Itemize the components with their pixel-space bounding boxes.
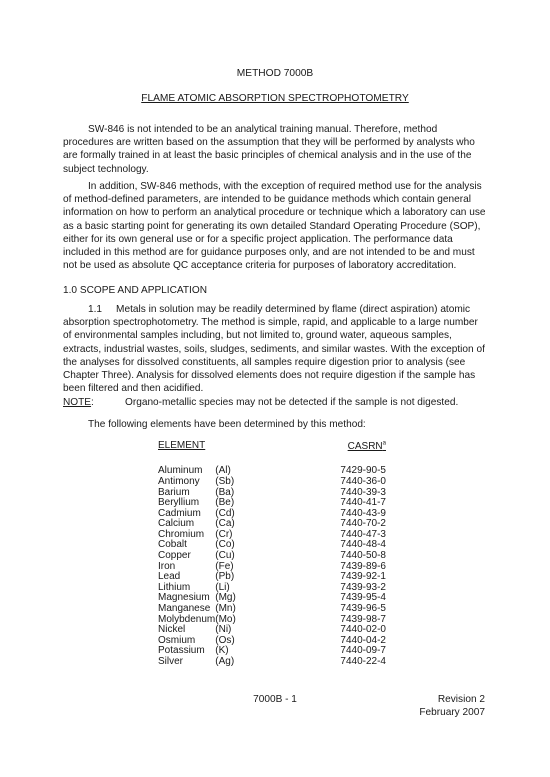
element-symbol: (Fe) (215, 560, 234, 572)
element-symbol: (Li) (215, 581, 230, 593)
element-name: Iron (158, 560, 176, 572)
element-symbol: (Ag) (215, 656, 235, 668)
elements-lead-in: The following elements have been determined by this method: (88, 419, 366, 430)
section-number: 1.1 (88, 304, 103, 315)
element-casrn: 7439-89-6 (340, 560, 386, 572)
element-casrn: 7440-48-4 (340, 539, 386, 551)
element-casrn: 7440-50-8 (340, 550, 386, 562)
intro-paragraph-1: SW-846 is not intended to be an analytical training manual. Therefore, method procedures are written based on the assumption that they will be performed by analysts who are formally trained in at least the basic principles of chemical analysis and in the use of the subject technology. (63, 124, 475, 175)
element-symbol: (Be) (215, 497, 235, 509)
element-symbol: (Mn) (215, 603, 236, 615)
element-name: Silver (158, 656, 184, 668)
element-name: Beryllium (158, 497, 200, 509)
element-symbol: (Ba) (215, 486, 235, 498)
section-1-1-paragraph (63, 303, 487, 395)
element-symbol: (Pb) (215, 571, 235, 583)
element-name: Lead (158, 571, 181, 583)
element-name: Lithium (158, 581, 191, 593)
element-name: Molybdenum (158, 613, 216, 625)
header-casrn: CASRN$^a$ (347, 441, 386, 453)
section-body: Metals in solution may be readily determined by flame (direct aspiration) atomic absorption spectrophotometry. The method is simple, rapid, and applicable to a large number of environmental samples including, but not limited to, ground water, aqueous samples, extracts, industrial wastes, soils, sludges, sediments, and similar wastes. With the exception of the analyses for dissolved constituents, all samples require digestion prior to analysis (see Chapter Three). Analysis for dissolved elements does not require digestion if the sample has been filtered and then acidified. (63, 304, 485, 395)
note-line: NOTE: Organo-metallic species may not be detected if the sample is not digested. (63, 397, 459, 408)
table-row (158, 477, 386, 488)
element-casrn: 7439-93-2 (340, 581, 386, 593)
element-casrn: 7440-09-7 (340, 645, 386, 657)
element-name: Osmium (158, 634, 196, 646)
element-symbol: (K) (215, 645, 229, 657)
element-casrn: 7440-70-2 (340, 518, 386, 530)
element-casrn: 7439-96-5 (340, 603, 386, 615)
element-symbol: (Os) (215, 634, 235, 646)
elements-table-body (158, 466, 386, 667)
note-text: Organo-metallic species may not be detected if the sample is not digested. (125, 397, 459, 408)
element-casrn: 7440-04-2 (340, 634, 386, 646)
table-row (158, 657, 386, 668)
element-symbol: (Cu) (215, 550, 235, 562)
element-casrn: 7439-92-1 (340, 571, 386, 583)
element-casrn: 7440-39-3 (340, 486, 386, 498)
element-casrn: 7440-47-3 (340, 528, 386, 540)
element-name: Manganese (158, 603, 211, 615)
intro-paragraph-2: In addition, SW-846 methods, with the exception of required method use for the analysis of method-defined parameters, are intended to be guidance methods which contain general information on how to perform an analytical procedure or technique which a laboratory can use as a basic starting point for generating its own detailed Standard Operating Procedure (SOP), either for its own general use or for a specific project application. The performance data included in this method are for guidance purposes only, and are not intended to be and must not be used as absolute QC acceptance criteria for purposes of laboratory accreditation. (63, 181, 486, 272)
element-name: Calcium (158, 518, 195, 530)
element-symbol: (Al) (215, 465, 231, 477)
elements-table (158, 439, 386, 668)
element-name: Nickel (158, 624, 186, 636)
element-name: Potassium (158, 645, 205, 657)
page-number: 7000B - 1 (253, 694, 297, 705)
element-casrn: 7440-43-9 (340, 507, 386, 519)
element-casrn: 7429-90-5 (340, 465, 386, 477)
element-name: Copper (158, 550, 191, 562)
revision-label: Revision 2 (437, 694, 485, 705)
element-casrn: 7439-98-7 (340, 613, 386, 625)
element-symbol: (Mg) (215, 592, 236, 604)
element-name: Cadmium (158, 507, 201, 519)
element-name: Chromium (158, 528, 205, 540)
element-name: Antimony (158, 475, 200, 487)
element-casrn: 7440-22-4 (340, 656, 386, 668)
element-name: Magnesium (158, 592, 210, 604)
page-title: FLAME ATOMIC ABSORPTION SPECTROPHOTOMETRY (141, 93, 409, 104)
element-symbol: (Cr) (215, 528, 233, 540)
element-name: Cobalt (158, 539, 187, 551)
element-casrn: 7439-95-4 (340, 592, 386, 604)
element-casrn: 7440-41-7 (340, 497, 386, 509)
header-element: ELEMENT (158, 439, 206, 451)
element-symbol: (Mo) (215, 613, 236, 625)
element-casrn: 7440-36-0 (340, 475, 386, 487)
table-header-row (158, 439, 386, 466)
element-symbol: (Cd) (215, 507, 235, 519)
element-symbol: (Co) (215, 539, 235, 551)
element-name: Barium (158, 486, 190, 498)
element-casrn: 7440-02-0 (340, 624, 386, 636)
element-symbol: (Ca) (215, 518, 235, 530)
element-symbol: (Ni) (215, 624, 232, 636)
note-label: NOTE (63, 397, 92, 408)
element-symbol: (Sb) (215, 475, 235, 487)
method-number: METHOD 7000B (236, 68, 314, 79)
section-heading: 1.0 SCOPE AND APPLICATION (63, 285, 207, 296)
revision-date: February 2007 (419, 707, 485, 718)
element-name: Aluminum (158, 465, 203, 477)
